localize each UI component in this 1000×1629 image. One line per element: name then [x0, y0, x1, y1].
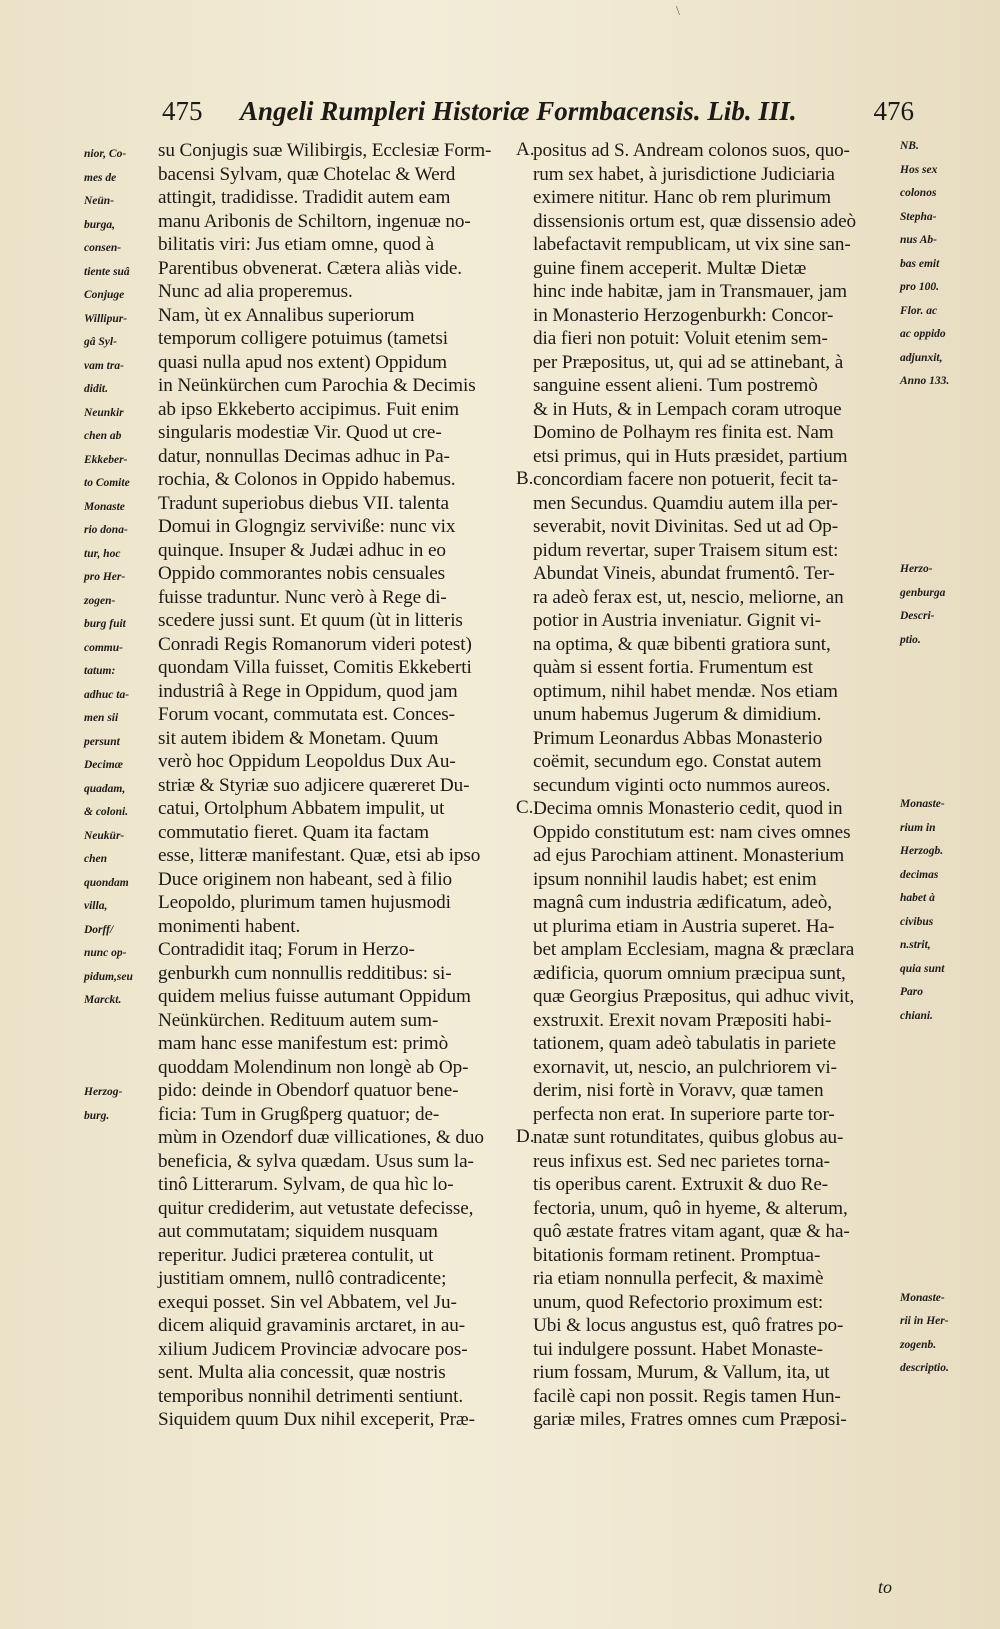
text-line: Nam, ùt ex Annalibus superiorum [158, 304, 415, 326]
text-line: quasi nulla apud nos extent) Oppidum [158, 351, 447, 373]
text-line: guine finem acceperit. Multæ Dietæ [533, 257, 807, 279]
text-line: quitur crediderim, aut vetustate defecisse, [158, 1197, 474, 1219]
text-line: reperitur. Judici præterea contulit, ut [158, 1244, 434, 1266]
text-line: ria etiam nonnulla perfecit, & maximè [533, 1268, 824, 1289]
text-line: men Secundus. Quamdiu autem illa per- [533, 492, 838, 514]
text-line: dia fieri non potuit: Voluit etenim sem- [533, 328, 828, 349]
text-line: dissensionis ortum est, quæ dissensio adeò [533, 210, 857, 232]
text-line: monimenti habent. [158, 915, 301, 937]
left-marginal-notes: nior, Co- mes de Neün- burga, consen- tiente suâ Conjuge Willipur- gâ Syl- vam tra- didit. Neunkir chen ab Ekkeber- to Comite Monaste rio dona- tur, hoc pro Her- zogen- burg fuit commu- tatum: adhuc ta- men sii persunt Decimæ quadam, & coloni. Neukür- chen quondam villa, Dorff/ nunc op- pidum,seu Marckt. [84, 148, 133, 1006]
section-mark-c: C. [516, 797, 534, 818]
text-line: beneficia, & sylva quædam. Usus sum la- [158, 1150, 474, 1172]
text-line: mam hanc esse manifestum est: primò [158, 1033, 449, 1054]
text-line: bet amplam Ecclesiam, magna & præclara [533, 939, 855, 960]
text-line: mùm in Ozendorf duæ villicationes, & duo [158, 1127, 484, 1148]
text-line: catui, Ortolphum Abbatem impulit, ut [158, 798, 445, 819]
left-marginal-note-herzogburg: Herzog- burg. [84, 1086, 123, 1122]
text-line: Domino de Polhaym res finita est. Nam [533, 422, 834, 443]
text-line: tationem, quam adeò tabulatis in pariete [533, 1033, 836, 1054]
section-mark-a: A. [516, 139, 535, 160]
text-line: na optima, & quæ bibenti gratiora sunt, [533, 633, 831, 655]
text-line: Neünkürchen. Redituum autem sum- [158, 1009, 439, 1031]
text-line: tinô Litterarum. Sylvam, de qua hìc lo- [158, 1174, 454, 1195]
text-line: Parentibus obvenerat. Cætera aliàs vide. [158, 257, 462, 279]
text-line: optimum, nihil habet mendæ. Nos etiam [533, 680, 838, 702]
text-line: tui indulgere possunt. Habet Monaste- [533, 1338, 823, 1360]
page-number-right: 476 [873, 96, 914, 126]
text-line: secundum viginti octo nummos aureos. [533, 774, 831, 796]
text-line: striæ & Styriæ suo adjicere quæreret Du- [158, 774, 470, 796]
text-line: derim, nisi fortè in Voravv, quæ tamen [533, 1080, 824, 1101]
text-line: rochia, & Colonos in Oppido habemus. [158, 469, 456, 490]
text-line: ipsum nonnihil laudis habet; est enim [533, 868, 817, 890]
text-line: Nunc ad alia properemus. [158, 281, 353, 302]
text-line: in Neünkürchen cum Parochia & Decimis [158, 375, 476, 396]
text-line: ra adeò ferax est, ut, nescio, meliorne, an [533, 586, 844, 608]
text-line: Tradunt superiobus diebus VII. talenta [158, 492, 449, 514]
text-line: Duce originem non habeant, sed à filio [158, 868, 453, 890]
right-text-column [533, 139, 899, 1432]
text-line: bilitatis viri: Jus etiam omne, quod à [158, 234, 434, 255]
text-line: magnâ cum industria ædificatum, adeò, [533, 892, 832, 913]
text-line: facilè capi non possit. Regis tamen Hun- [533, 1385, 841, 1407]
text-line: sanguine essent alieni. Tum postremò [533, 375, 818, 396]
text-line: sit autem ibidem & Monetam. Quum [158, 727, 439, 749]
catchword: to [878, 1577, 893, 1597]
text-line: pido: deinde in Obendorf quatuor bene- [158, 1080, 459, 1101]
text-line: in Monasterio Herzogenburkh: Concor- [533, 304, 834, 326]
text-line: quidem melius fuisse autumant Oppidum [158, 986, 471, 1007]
text-line: ficia: Tum in Grugßperg quatuor; de- [158, 1103, 440, 1125]
text-line: singularis modestiæ Vir. Quod ut cre- [158, 422, 442, 443]
text-line: xilium Judicem Provinciæ advocare pos- [158, 1338, 468, 1360]
text-line: gariæ miles, Fratres omnes cum Præposi- [533, 1409, 847, 1430]
text-line: Contradidit itaq; Forum in Herzo- [158, 939, 415, 960]
text-line: esse, litteræ manifestant. Quæ, etsi ab ipso [158, 845, 481, 866]
text-line: attingit, tradidisse. Tradidit autem eam [158, 187, 451, 208]
text-line: quàm si essent fortia. Frumentum est [533, 657, 813, 678]
text-line: & in Huts, & in Lempach coram utroque [533, 398, 842, 420]
text-line: sent. Multa alia concessit, quæ nostris [158, 1362, 446, 1383]
text-line: quinque. Insuper & Judæi adhuc in eo [158, 539, 446, 561]
page-header [152, 96, 914, 136]
page-number-left: 475 [162, 96, 203, 126]
text-line: temporum colligere potuimus (tametsi [158, 328, 449, 349]
text-line: verò hoc Oppidum Leopoldus Dux Au- [158, 751, 456, 772]
text-line: pidum revertar, super Traisem situm est: [533, 539, 839, 561]
text-line: Oppido commorantes nobis censuales [158, 563, 446, 584]
text-line: ut plurima etiam in Austria superet. Ha- [533, 915, 835, 937]
text-line: perfecta non erat. In superiore parte tor- [533, 1103, 835, 1125]
text-line: Conradi Regis Romanorum videri potest) [158, 633, 472, 655]
text-line: per Præpositus, ut, qui ad se attinebant, à [533, 351, 844, 373]
text-line: quondam Villa fuisset, Comitis Ekkeberti [158, 657, 472, 678]
text-line: Oppido constitutum est: nam cives omnes [533, 821, 851, 843]
text-line: tis operibus carent. Extruxit & duo Re- [533, 1174, 829, 1195]
text-line: aut commutatam; siquidem nusquam [158, 1221, 438, 1242]
text-line: ad ejus Parochiam attinent. Monasterium [533, 845, 845, 866]
text-line: fectoria, unum, quô in hyeme, & alterum, [533, 1197, 848, 1219]
text-line: exstruxit. Erexit novam Præpositi habi- [533, 1009, 832, 1031]
text-line: natæ sunt rotunditates, quibus globus au- [533, 1127, 844, 1148]
text-line: Forum vocant, commutata est. Conces- [158, 704, 455, 725]
text-line: datur, nonnullas Decimas adhuc in Pa- [158, 445, 450, 467]
text-line: temporibus nonnihil detrimenti sentiunt. [158, 1385, 464, 1407]
text-line: Primum Leonardus Abbas Monasterio [533, 727, 823, 749]
text-line: Domui in Glogngiz serviviße: nunc vix [158, 516, 456, 537]
text-line: ædificia, quorum omnium præcipua sunt, [533, 962, 846, 984]
top-mark: \ [676, 4, 680, 19]
text-line: justitiam omnem, nullô contradicente; [158, 1268, 447, 1289]
text-line: Leopoldo, plurimum tamen hujusmodi [158, 892, 451, 913]
right-marginal-notes: NB. Hos sex colonos Stepha- nus Ab- bas emit pro 100. Flor. ac ac oppido adjunxit, Anno 133. Herzo- genburga Descri- ptio. Monaste- rium in Herzogb. decimas habet à civibus n.strit, quia sunt Paro chiani. Monaste- rii in Her- zogenb. descriptio. [900, 140, 950, 1374]
text-line: scedere jussi sunt. Et quum (ùt in litteris [158, 610, 463, 631]
text-line: rum sex habet, à jurisdictione Judiciaria [533, 163, 835, 185]
text-line: reus infixus est. Sed nec parietes torna- [533, 1150, 830, 1172]
text-line: Siquidem quum Dux nihil exceperit, Præ- [158, 1409, 475, 1430]
text-line: etsi primus, qui in Huts præsidet, partium [533, 445, 848, 467]
text-line: unum, quod Refectorio proximum est: [533, 1291, 824, 1313]
text-line: hinc inde habitæ, jam in Transmauer, jam [533, 281, 847, 302]
text-line: ab ipso Ekkeberto accipimus. Fuit enim [158, 398, 460, 420]
text-line: exequi posset. Sin vel Abbatem, vel Ju- [158, 1291, 457, 1313]
text-line: severabit, novit Divinitas. Sed ut ad Op- [533, 516, 838, 537]
text-line: su Conjugis suæ Wilibirgis, Ecclesiæ Form- [158, 140, 492, 161]
text-line: genburkh cum nonnullis redditibus: si- [158, 962, 452, 984]
running-title: Angeli Rumpleri Historiæ Formbacensis. Lib. III. [240, 96, 797, 126]
text-line: industriâ à Rege in Oppidum, quod jam [158, 680, 458, 702]
text-line: fuisse traduntur. Nunc verò à Rege di- [158, 586, 447, 608]
text-line: quô æstate fratres vitam agant, quæ & ha- [533, 1221, 850, 1242]
text-line: quoddam Molendinum non longè ab Op- [158, 1056, 469, 1078]
text-line: labefactavit rempublicam, ut vix sine san- [533, 234, 851, 255]
section-mark-d: D. [516, 1126, 535, 1147]
text-line: manu Aribonis de Schiltorn, ingenuæ no- [158, 210, 471, 232]
text-line: concordiam facere non potuerit, fecit ta- [533, 469, 838, 490]
text-line: Decima omnis Monasterio cedit, quod in [533, 798, 843, 819]
text-line: potior in Austria inveniatur. Gignit vi- [533, 610, 822, 631]
text-line: coëmit, secundum ego. Constat autem [533, 751, 822, 772]
text-line: Abundat Vineis, abundat frumentô. Ter- [533, 563, 835, 584]
text-line: unum habemus Jugerum & dimidium. [533, 704, 822, 725]
text-line: positus ad S. Andream colonos suos, quo- [533, 140, 850, 161]
text-line: bitationis formam retinent. Promptua- [533, 1244, 821, 1266]
text-line: bacensi Sylvam, quæ Chotelac & Werd [158, 163, 456, 185]
text-line: exornavit, ut, nescio, an pulchriorem vi- [533, 1056, 837, 1078]
text-line: Ubi & locus angustus est, quô fratres po- [533, 1315, 844, 1336]
text-line: quæ Georgius Præpositus, qui adhuc vivit, [533, 986, 855, 1007]
text-line: dicem aliquid gravaminis arctaret, in au- [158, 1315, 466, 1336]
text-line: commutatio fieret. Quam ita factam [158, 821, 429, 843]
left-text-column [158, 139, 518, 1432]
text-line: eximere nititur. Hanc ob rem plurimum [533, 187, 831, 208]
section-mark-b: B. [516, 468, 534, 489]
text-line: rium fossam, Murum, & Vallum, ita, ut [533, 1362, 830, 1383]
